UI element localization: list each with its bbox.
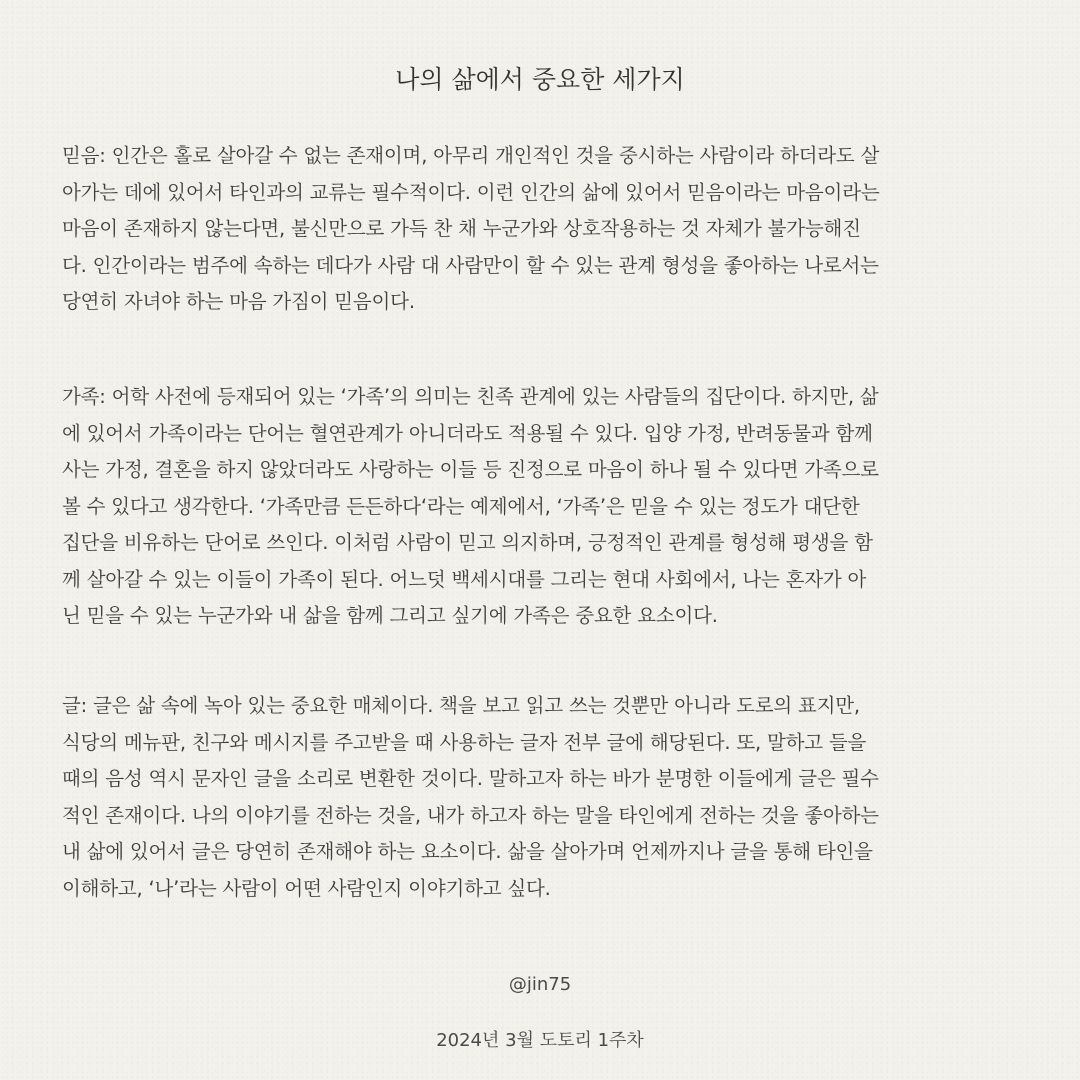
- paragraph-line: 이해하고, ‘나’라는 사람이 어떤 사람인지 이야기하고 싶다.: [62, 876, 551, 900]
- page-title: 나의 삶에서 중요한 세가지: [395, 65, 685, 94]
- paragraph-line: 다. 인간이라는 범주에 속하는 데다가 사람 대 사람만이 할 수 있는 관계 형성을 좋아하는 나로서는: [62, 253, 879, 277]
- paragraph-line: 내 삶에 있어서 글은 당연히 존재해야 하는 요소이다. 삶을 살아가며 언제까지나 글을 통해 타인을: [62, 840, 873, 863]
- paragraph-line: 때의 음성 역시 문자인 글을 소리로 변환한 것이다. 말하고자 하는 바가 분명한 이들에게 글은 필수: [62, 767, 879, 790]
- paragraph-line: 사는 가정, 결혼을 하지 않았더라도 사랑하는 이들 등 진정으로 마음이 하나 될 수 있다면 가족으로: [62, 458, 879, 481]
- paragraph-line: 집단을 비유하는 단어로 쓰인다. 이처럼 사람이 믿고 의지하며, 긍정적인 관계를 형성해 평생을 함: [62, 531, 873, 554]
- paragraph-line: 볼 수 있다고 생각한다. ‘가족만큼 든든하다‘라는 예제에서, ‘가족’은 믿을 수 있는 정도가 대단한: [62, 494, 860, 518]
- paragraph-line: 믿음: 인간은 홀로 살아갈 수 없는 존재이며, 아무리 개인적인 것을 중시하는 사람이라 하더라도 살: [62, 144, 880, 167]
- paragraph-line: 께 살아갈 수 있는 이들이 가족이 된다. 어느덧 백세시대를 그리는 현대 사회에서, 나는 혼자가 아: [62, 567, 867, 591]
- footer-caption: 2024년 3월 도토리 1주차: [436, 1030, 644, 1051]
- paragraph-line: 마음이 존재하지 않는다면, 불신만으로 가득 찬 채 누군가와 상호작용하는 것 자체가 불가능해진: [62, 217, 861, 240]
- paragraph-line: 글: 글은 삶 속에 녹아 있는 중요한 매체이다. 책을 보고 읽고 쓰는 것뿐만 아니라 도로의 표지만,: [62, 694, 860, 717]
- paragraph-line: 아가는 데에 있어서 타인과의 교류는 필수적이다. 이런 인간의 삶에 있어서 믿음이라는 마음이라는: [62, 180, 880, 204]
- section-writing: [62, 688, 1027, 907]
- paragraph-line: 에 있어서 가족이라는 단어는 혈연관계가 아니더라도 적용될 수 있다. 입양 가정, 반려동물과 함께: [62, 421, 873, 445]
- paragraph-line: 당연히 자녀야 하는 마음 가짐이 믿음이다.: [62, 290, 415, 313]
- section-family: [62, 379, 1027, 635]
- paragraph-line: 닌 믿을 수 있는 누군가와 내 삶을 함께 그리고 싶기에 가족은 중요한 요소이다.: [62, 604, 718, 627]
- paragraph-line: 식당의 메뉴판, 친구와 메시지를 주고받을 때 사용하는 글자 전부 글에 해당된다. 또, 말하고 들을: [62, 730, 867, 754]
- author-handle: @jin75: [508, 974, 572, 995]
- paragraph-line: 적인 존재이다. 나의 이야기를 전하는 것을, 내가 하고자 하는 말을 타인에게 전하는 것을 좋아하는: [62, 803, 879, 827]
- paragraph-line: 가족: 어학 사전에 등재되어 있는 ‘가족’의 의미는 친족 관계에 있는 사람들의 집단이다. 하지만, 삶: [62, 385, 879, 408]
- section-belief: [62, 138, 1027, 321]
